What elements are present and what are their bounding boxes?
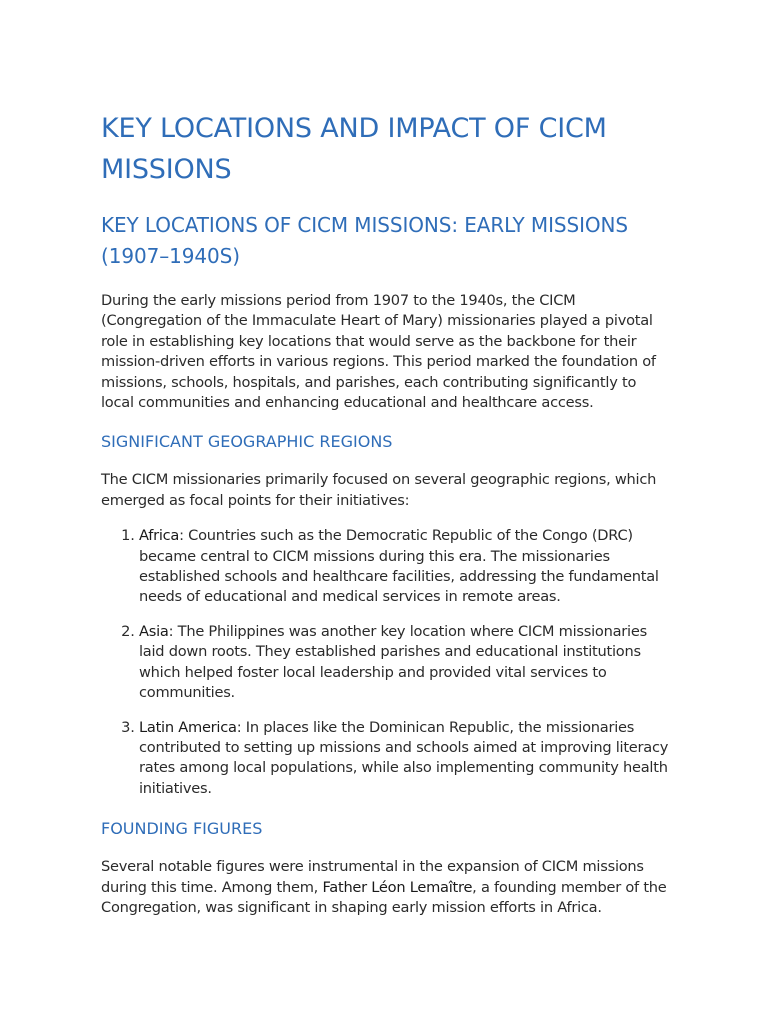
region-term: Asia: [139, 622, 169, 640]
list-item: [139, 718, 673, 800]
region-term: Latin America: [139, 718, 237, 736]
region-description: : In places like the Dominican Republic, the missionaries contributed to setting up missions and schools aimed at improving literacy rates among local populations, while also implementing community health initiatives.: [139, 718, 669, 797]
founder-name: Father Léon Lemaître: [322, 878, 473, 896]
list-item: [139, 526, 673, 608]
list-item: [139, 622, 673, 704]
section-title: KEY LOCATIONS OF CICM MISSIONS: EARLY MISSIONS (1907–1940S): [101, 213, 628, 268]
regions-heading: SIGNIFICANT GEOGRAPHIC REGIONS: [101, 432, 393, 452]
regions-list: [101, 526, 673, 799]
region-term: Africa: [139, 527, 180, 545]
document-page: [101, 108, 673, 918]
region-description: : Countries such as the Democratic Republic of the Congo (DRC) became central to CICM missions during this era. The missionaries established schools and healthcare facilities, addressing the fundamental needs of educational and medical services in remote areas.: [139, 527, 659, 606]
founding-paragraph: [101, 857, 673, 918]
founding-text-before: Several notable figures were instrumental in the expansion of CICM missions during this time. Among them,: [101, 858, 644, 896]
region-description: : The Philippines was another key location where CICM missionaries laid down roots. They established parishes and educational institutions which helped foster local leadership and provided vital services to communities.: [139, 622, 647, 702]
document-title: KEY LOCATIONS AND IMPACT OF CICM MISSIONS: [101, 113, 607, 185]
founding-text-after: , a founding member of the Congregation, was significant in shaping early mission efforts in Africa.: [101, 878, 667, 916]
founding-heading: FOUNDING FIGURES: [101, 819, 263, 839]
regions-paragraph: The CICM missionaries primarily focused on several geographic regions, which emerged as focal points for their initiatives:: [101, 471, 657, 509]
intro-paragraph: During the early missions period from 1907 to the 1940s, the CICM (Congregation of the Immaculate Heart of Mary) missionaries played a pivotal role in establishing key locations that would serve as the backbone for their mission-driven efforts in various regions. This period marked the foundation of missions, schools, hospitals, and parishes, each contributing significantly to local communities and enhancing educational and healthcare access.: [101, 292, 656, 412]
